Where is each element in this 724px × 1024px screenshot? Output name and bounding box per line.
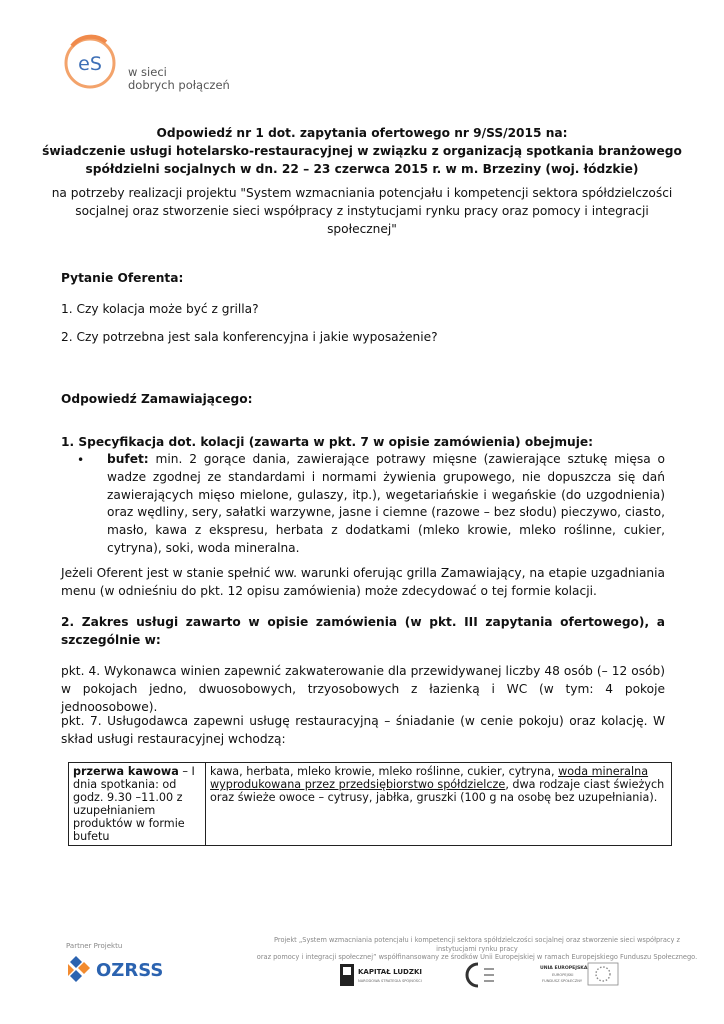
eu-name: UNIA EUROPEJSKA — [540, 966, 588, 971]
cohesion-icon — [467, 964, 478, 986]
title-line-2: świadczenie usługi hotelarsko-restauracyjnej w związku z organizacją spotkania branżowego — [42, 144, 682, 158]
answer-heading: Odpowiedź Zamawiającego: — [61, 392, 253, 406]
table-content-cell — [206, 763, 672, 846]
eu-logo — [540, 960, 620, 990]
table-label-rest: – I dnia spotkania: od godz. 9.30 –11.00 z uzupełnianiem produktów w formie bufetu — [73, 765, 195, 843]
cohesion-logo — [456, 960, 496, 990]
logo-tagline — [128, 66, 230, 92]
table-label-cell — [69, 763, 206, 846]
table-row — [69, 763, 672, 846]
bufet-text — [107, 451, 665, 558]
grill-paragraph: Jeżeli Oferent jest w stanie spełnić ww. warunki oferując grilla Zamawiający, na etapie uzgadniania menu (w odnieśniu do pkt. 12 opisu zamówienia) może zdecydować o tej formie kolacji. — [61, 566, 665, 598]
coffee-break-table — [68, 762, 672, 846]
question-2: 2. Czy potrzebna jest sala konferencyjna i jakie wyposażenie? — [61, 330, 438, 344]
point-2-heading: 2. Zakres usługi zawarto w opisie zamówienia (w pkt. III zapytania ofertowego), a szczególnie w: — [61, 615, 665, 647]
questions-heading: Pytanie Oferenta: — [61, 271, 184, 285]
table-content-underlined: woda mineralna wyprodukowana przez przedsiębiorstwo spółdzielcze — [210, 765, 649, 791]
ozrss-name: OZRSS — [96, 960, 164, 981]
table-content-a: kawa, herbata, mleko krowie, mleko roślinne, cukier, cytryna, — [210, 765, 559, 778]
kapital-ludzki-icon — [340, 964, 354, 986]
point-1-heading: 1. Specyfikacja dot. kolacji (zawarta w pkt. 7 w opisie zamówienia) obejmuje: — [61, 435, 594, 449]
ozrss-logo — [66, 952, 176, 988]
eu-sub-2: FUNDUSZ SPOŁECZNY — [542, 979, 583, 983]
project-footer-line-1: Projekt „System wzmacniania potencjału i kompetencji sektora spółdzielczości socjalnej oraz stworzenie sieci współpracy z instytucjami rynku pracy — [274, 936, 680, 953]
project-subtitle — [40, 184, 684, 238]
logo-tagline-1: w sieci — [128, 65, 167, 79]
title-line-3: spółdzielni socjalnych w dn. 22 – 23 czerwca 2015 r. w m. Brzeziny (woj. łódzkie) — [85, 162, 639, 176]
partner-label: Partner Projektu — [66, 942, 123, 950]
pkt-7-paragraph: pkt. 7. Usługodawca zapewni usługę restauracyjną – śniadanie (w cenie pokoju) oraz kolację. W skład usługi restauracyjnej wchodzą: — [61, 714, 665, 746]
bufet-label: bufet: — [107, 452, 149, 466]
svg-text:eS: eS — [78, 53, 102, 75]
document-title — [40, 124, 684, 178]
eu-sub-1: EUROPEJSKI — [552, 973, 574, 977]
kapital-ludzki-sub: NARODOWA STRATEGIA SPÓJNOŚCI — [358, 979, 422, 983]
question-1: 1. Czy kolacja może być z grilla? — [61, 302, 259, 316]
eu-flag-icon — [588, 963, 618, 985]
pkt-4-paragraph: pkt. 4. Wykonawca winien zapewnić zakwaterowanie dla przewidywanej liczby 48 osób (– 12 osób) w pokojach jedno, dwuosobowych, trzyosobowych z łazienką i WC (w tym: 4 pokoje jednoosobowe). — [61, 664, 665, 714]
bufet-description: min. 2 gorące dania, zawierające potrawy mięsne (zawierające sztukę mięsa o wadze zgodnej ze standardami i normami żywienia grupowego, nie dopuszcza się dań zawierających mięso mielone, gulaszy, itp.), wegetariańskie i wegańskie (do uzgodnienia) oraz wędliny, sery, sałatki warzywne, jasne i ciemne (razowe – bez słodu) pieczywo, ciasto, masło, kawa z ekspresu, herbata z dodatkami (mleko krowie, mleko roślinne, cukier, cytryna), soki, woda mineralna. — [107, 452, 666, 555]
logo-tagline-2: dobrych połączeń — [128, 78, 230, 92]
title-line-1: Odpowiedź nr 1 dot. zapytania ofertowego nr 9/SS/2015 na: — [156, 126, 568, 140]
kapital-ludzki-name: KAPITAŁ LUDZKI — [358, 968, 422, 976]
bufet-bullet — [77, 451, 665, 558]
subtitle-line-2: socjalnej oraz stworzenie sieci współpracy z instytucjami rynku pracy oraz pomocy i integracji — [75, 204, 649, 218]
project-footer-text — [256, 936, 698, 962]
table-content-b: , dwa rodzaje ciast świeżych oraz świeże owoce – cytrusy, jabłka, gruszki (100 g na osobę bez uzupełniania). — [210, 778, 665, 804]
subtitle-line-1: na potrzeby realizacji projektu "System wzmacniania potencjału i kompetencji sektora spółdzielczości — [51, 186, 673, 200]
table-label-bold: przerwa kawowa — [73, 765, 179, 778]
bullet-icon: • — [77, 453, 85, 467]
ozrss-arrows-icon — [68, 956, 90, 982]
kapital-ludzki-logo — [338, 960, 428, 990]
project-footer-line-2: oraz pomocy i integracji społecznej” współfinansowany ze środków Unii Europejskiej w ramach Europejskiego Funduszu Społecznego. — [256, 953, 698, 962]
subtitle-line-3: społecznej" — [327, 222, 397, 236]
